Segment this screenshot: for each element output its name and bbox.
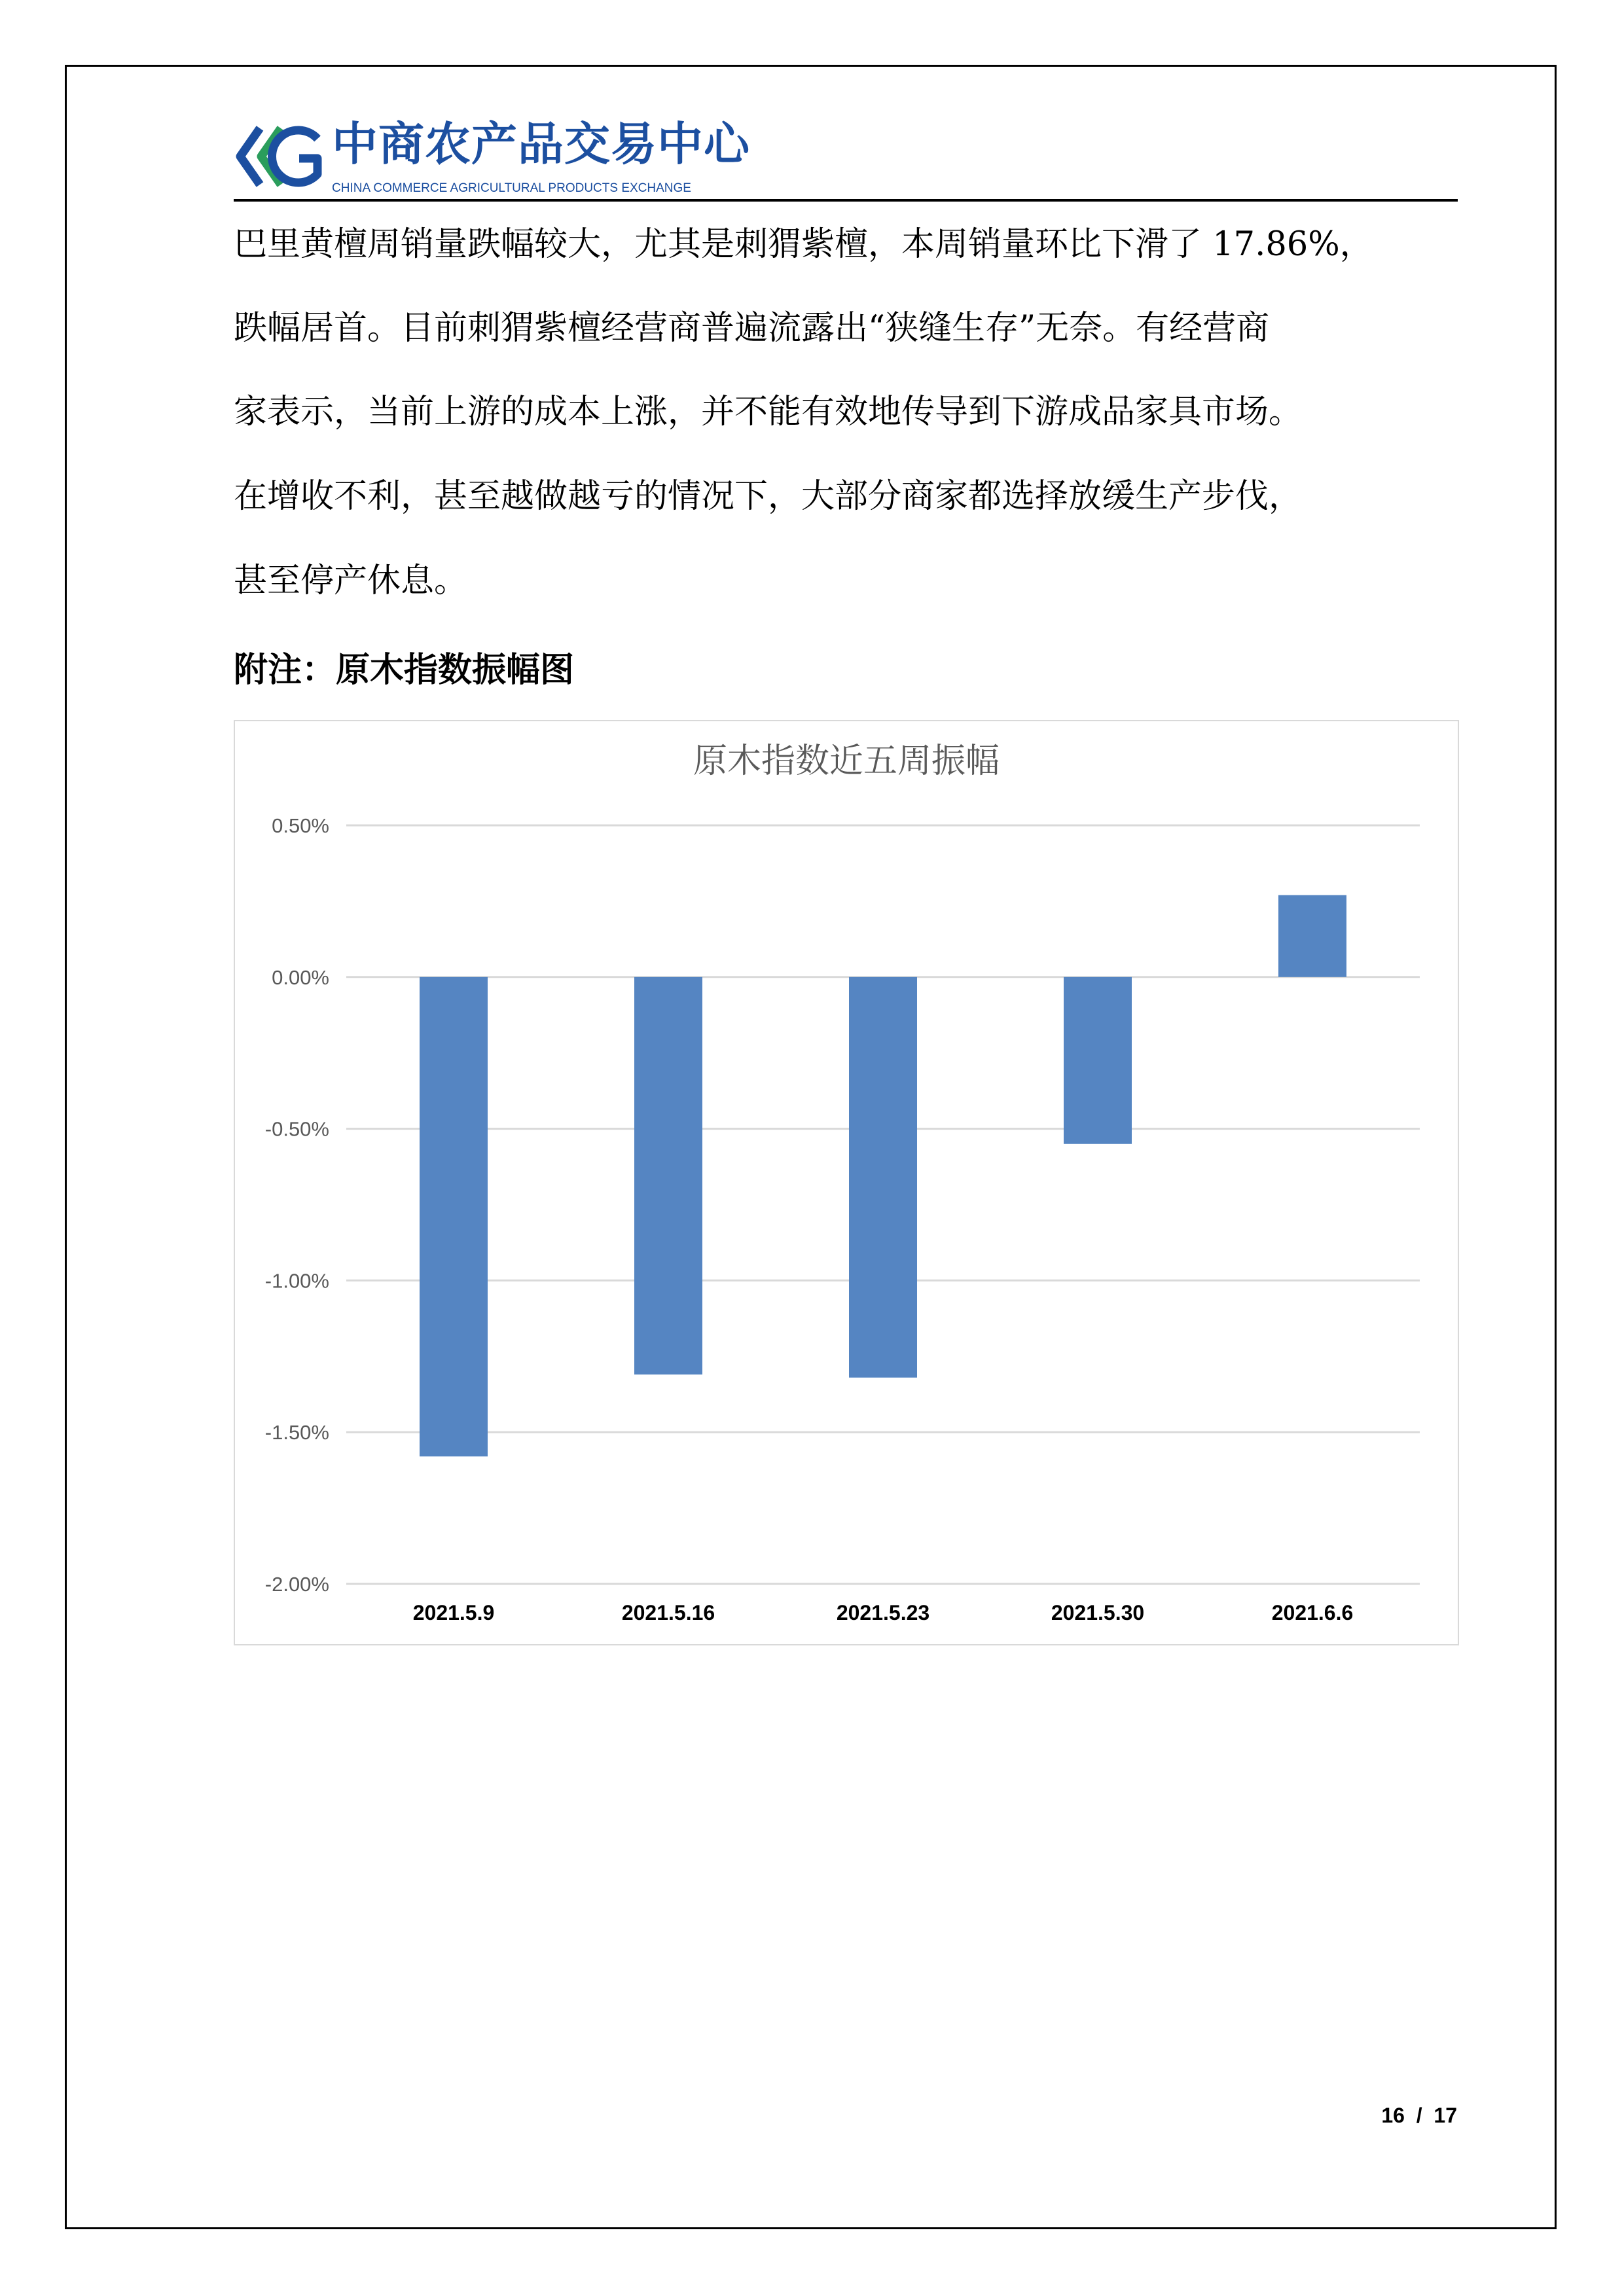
x-tick-label: 2021.5.23: [836, 1601, 930, 1624]
bar-2021.6.6: [1278, 895, 1346, 977]
y-tick-label: 0.00%: [272, 965, 329, 989]
header-divider: [234, 199, 1458, 202]
y-tick-label: 0.50%: [272, 814, 329, 837]
bar-2021.5.23: [849, 977, 917, 1378]
section-title: 附注：原木指数振幅图: [234, 651, 575, 690]
x-tick-label: 2021.5.9: [412, 1601, 495, 1624]
chart-title: 原木指数近五周振幅: [693, 742, 1000, 781]
bar-chart: [235, 721, 1458, 1644]
body-line-4: 在增收不利，甚至越做越亏的情况下，大部分商家都选择放缓生产步伐，: [234, 477, 1303, 516]
x-tick-label: 2021.5.30: [1051, 1601, 1145, 1624]
y-tick-label: -2.00%: [264, 1573, 329, 1596]
bar-2021.5.9: [420, 977, 488, 1456]
header: [234, 115, 1458, 200]
ccg-logo-icon: [234, 120, 331, 192]
brand-name-en: CHINA COMMERCE AGRICULTURAL PRODUCTS EXCHANGE: [332, 181, 691, 195]
body-line-2: 跌幅居首。目前刺猬紫檀经营商普遍流露出“狭缝生存”无奈。有经营商: [234, 309, 1270, 348]
x-tick-label: 2021.6.6: [1271, 1601, 1354, 1624]
brand-name-cn: 中商农产品交易中心: [332, 117, 750, 171]
y-tick-label: -0.50%: [264, 1117, 329, 1141]
logo-g-shape: [272, 130, 317, 183]
body-line-1: 巴里黄檀周销量跌幅较大，尤其是刺猬紫檀，本周销量环比下滑了 17.86%，: [234, 225, 1373, 264]
bar-2021.5.30: [1064, 977, 1132, 1144]
bar-2021.5.16: [634, 977, 702, 1374]
body-line-5: 甚至停产休息。: [234, 562, 468, 600]
y-tick-label: -1.50%: [264, 1421, 329, 1444]
y-tick-label: -1.00%: [264, 1269, 329, 1293]
chart-container: [234, 720, 1459, 1645]
body-line-3: 家表示，当前上游的成本上涨，并不能有效地传导到下游成品家具市场。: [234, 393, 1303, 431]
page-number: 16 / 17: [1381, 2104, 1457, 2127]
x-tick-label: 2021.5.16: [621, 1601, 715, 1624]
